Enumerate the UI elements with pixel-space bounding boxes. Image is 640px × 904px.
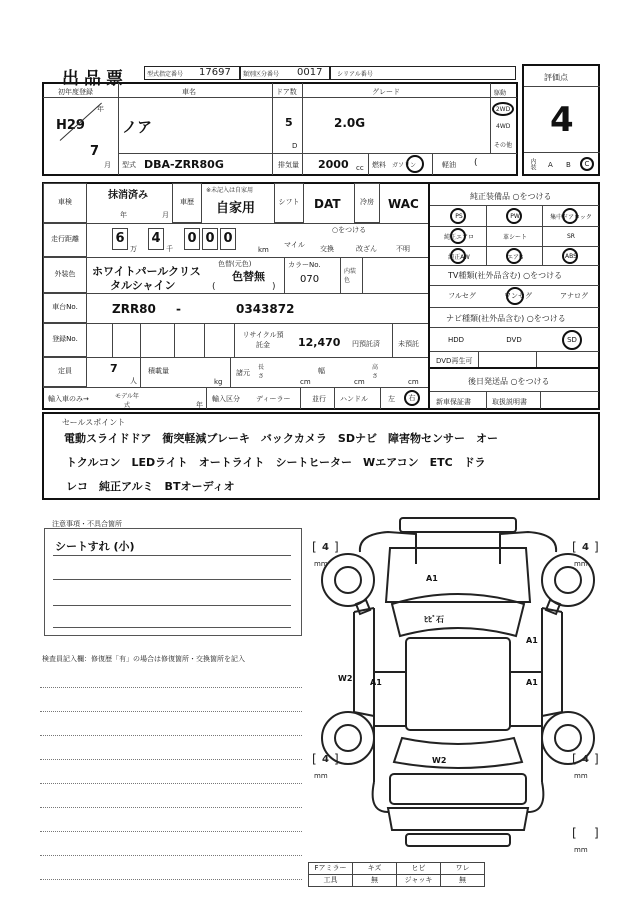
option-row-line <box>430 226 599 227</box>
interior-a: A <box>548 161 553 169</box>
inspector-line <box>40 735 302 736</box>
wheel-rear-left <box>322 712 374 764</box>
capacity-label: 定員 <box>43 357 87 387</box>
repaint-paren-open: ( <box>212 282 216 292</box>
dim-height: 高さ <box>372 364 379 380</box>
load-label: 積載量 <box>148 367 169 375</box>
first-reg-month-label: 月 <box>104 161 111 169</box>
option-circle <box>450 228 466 244</box>
doors-label: ドア数 <box>276 88 297 96</box>
recycle-deposit: 円預託済 <box>352 340 380 348</box>
damage-front-door-right: A1 <box>526 636 538 645</box>
import-model-year: モデル年式 <box>115 393 139 409</box>
usage-label: 車歴 <box>172 183 202 223</box>
option-item: ABS <box>565 252 577 260</box>
first-reg-year-label: 年 <box>97 105 104 113</box>
inspector-line <box>40 831 302 832</box>
tire-unit: mm <box>574 560 588 568</box>
displacement-unit: cc <box>356 164 364 172</box>
option-row-line <box>430 246 599 247</box>
sales-points-box <box>42 412 600 500</box>
chassis-label: 車台No. <box>43 293 87 323</box>
right-side <box>542 608 562 716</box>
doors-value: 5 <box>285 116 293 129</box>
inspector-line <box>40 807 302 808</box>
capacity-unit: 人 <box>130 377 137 385</box>
tire-value: 4 <box>582 754 589 765</box>
import-dealer: ディーラー <box>256 395 291 403</box>
fuel-gas: ガソリン <box>392 162 417 169</box>
import-label: 輸入車のみ→ <box>48 395 89 403</box>
serial-label: シリアル番号 <box>337 71 373 78</box>
mileage-mile: マイル <box>284 241 305 249</box>
dim-width-cm: cm <box>354 378 365 386</box>
inspector-line <box>40 759 302 760</box>
tire-unit: mm <box>574 846 588 854</box>
dim-height-cm: cm <box>408 378 419 386</box>
options-title: 純正装備品 ○をつける <box>470 192 552 201</box>
legend-value: 無 <box>440 874 485 887</box>
tv-oneseg-circle <box>506 287 524 305</box>
sales-points-line1: 電動スライドドア 衝突軽減ブレーキ バックカメラ SDナビ 障害物センサー オー <box>64 432 498 445</box>
grade-label: グレード <box>372 88 400 96</box>
dim-length: 長さ <box>258 364 265 380</box>
model-cert-box <box>144 66 240 80</box>
exterior-label: 外装色 <box>43 257 87 293</box>
option-circle <box>506 248 522 264</box>
option-circle <box>562 208 578 224</box>
dim-length-cm: cm <box>300 378 311 386</box>
inspector-line <box>40 711 302 712</box>
sales-points-line3: レコ 純正アルミ BTオーディオ <box>66 480 235 493</box>
damage-hood: A1 <box>426 574 438 583</box>
option-col-line <box>542 205 543 265</box>
after-manual: 取扱説明書 <box>492 398 527 406</box>
tire-bracket-close: ] <box>594 752 599 766</box>
option-circle <box>450 208 466 224</box>
sales-points-line2: トクルコン LEDライト オートライト シートヒーター Wエアコン ETC ドラ <box>66 456 486 469</box>
car-name-label: 車名 <box>182 88 196 96</box>
drive-2wd: 2WD <box>492 102 514 116</box>
damage-rear-door-right: A1 <box>526 678 538 687</box>
inspector-line <box>40 855 302 856</box>
chassis-dash: - <box>176 302 181 316</box>
dim-width: 幅 <box>318 367 325 375</box>
mileage-unit-sen: 千 <box>166 245 173 253</box>
notes-box <box>44 528 302 636</box>
load-unit: kg <box>214 378 223 386</box>
inspection-month: 月 <box>162 211 169 219</box>
tire-bracket-open: [ <box>572 752 577 766</box>
after-title: 後日発送品 ○をつける <box>468 377 550 386</box>
color-no-label: カラーNo. <box>288 261 321 269</box>
tire-bracket-close: ] <box>594 826 599 840</box>
notes-label: 注意事項・不具合箇所 <box>52 520 122 528</box>
doors-d: D <box>292 142 298 150</box>
tire-bracket-open: [ <box>572 540 577 554</box>
dimensions-label: 諸元 <box>236 369 250 377</box>
nav-option: SD <box>567 336 577 344</box>
ac-value: WAC <box>388 197 419 211</box>
after-warranty: 新車保証書 <box>436 398 471 406</box>
legend-value: 工具 <box>308 874 353 887</box>
mileage-unit-man: 万 <box>130 245 137 253</box>
usage-value: 自家用 <box>216 201 256 216</box>
repaint-value: 色替無 <box>232 270 265 283</box>
mileage-mark: ○をつける <box>332 226 367 234</box>
shift-label: シフト <box>274 183 304 223</box>
rear-gate-shape <box>390 774 526 804</box>
legend-header: キズ <box>352 862 397 875</box>
tire-value: 4 <box>582 542 589 553</box>
option-circle <box>506 208 522 224</box>
damage-windshield: ﾋﾋﾞ石 <box>424 615 444 624</box>
option-item: 純正AW <box>448 253 470 261</box>
ac-label: 冷房 <box>354 183 380 223</box>
score-value: 4 <box>550 100 574 140</box>
nav-option: DVD <box>506 336 522 344</box>
inspection-label: 車検 <box>43 183 87 223</box>
car-name-value: ノア <box>122 118 153 136</box>
tv-option: ワンセグ <box>504 292 532 300</box>
tv-option: アナログ <box>560 292 588 300</box>
option-col-line <box>486 205 487 265</box>
usage-note: ※未記入は自家用 <box>206 187 254 194</box>
exterior-line2: タルシャイン <box>110 279 176 292</box>
import-year: 年 <box>196 401 203 409</box>
damage-rear: W2 <box>432 756 447 765</box>
legend-header: Fアミラー <box>308 862 353 875</box>
interior-b: B <box>566 161 571 169</box>
mileage-km: km <box>258 246 269 254</box>
inspection-value: 抹消済み <box>108 190 148 201</box>
legend-header: ワレ <box>440 862 485 875</box>
mileage-label: 走行距離 <box>43 223 87 257</box>
import-category: 輸入区分 <box>212 395 240 403</box>
damage-left-front: W2 <box>338 674 353 683</box>
option-item: SR <box>567 232 575 240</box>
tire-bracket-close: ] <box>334 752 339 766</box>
tire-bracket-open: [ <box>312 540 317 554</box>
tire-bracket-close: ] <box>594 540 599 554</box>
mileage-digit-2: 4 <box>148 228 164 250</box>
first-reg-label: 初年度登録 <box>58 88 93 96</box>
fuel-paren: ( <box>474 158 478 168</box>
shift-value: DAT <box>314 197 341 211</box>
fuel-label: 燃料 <box>372 161 386 169</box>
recycle-label: リサイクル預託金 <box>242 331 284 349</box>
option-item: PS <box>455 212 463 220</box>
car-diagram <box>318 512 598 872</box>
inspection-year: 年 <box>120 211 127 219</box>
nav-option: HDD <box>447 336 465 344</box>
mileage-opt-unknown: 不明 <box>396 245 410 253</box>
mileage-opt-tamper: 改ざん <box>356 245 377 253</box>
serial-box <box>330 66 516 80</box>
wheel-front-left <box>322 554 374 606</box>
dvd-playable: DVD再生可 <box>436 357 473 365</box>
drive-other: その他 <box>494 142 513 149</box>
displacement-label: 排気量 <box>278 161 299 169</box>
fuel-gas-circle <box>406 155 424 173</box>
import-right: 右 <box>404 390 420 406</box>
mileage-digit-5: 0 <box>220 228 236 250</box>
legend-header: ヒビ <box>396 862 441 875</box>
damage-left-side: A1 <box>370 678 382 687</box>
option-item: 革シート <box>502 233 527 241</box>
nav-sd-circle <box>562 330 582 350</box>
rear-window-shape <box>394 738 522 768</box>
displacement-value: 2000 <box>318 158 349 171</box>
grade-value: 2.0G <box>334 116 366 130</box>
front-bumper-shape <box>400 518 516 532</box>
inspector-label: 検査員記入欄：修復歴「有」の場合は修復箇所・交換箇所を記入 <box>42 655 245 663</box>
import-handle: ハンドル <box>340 395 368 403</box>
option-item: エアB <box>506 253 524 261</box>
form-title: 出品票 <box>62 69 128 89</box>
tv-title: TV種類(社外品含む) ○をつける <box>448 271 563 280</box>
option-item: 集中ドアロック <box>550 213 592 221</box>
rear-bumper-shape <box>388 808 528 830</box>
mileage-digit-1: 6 <box>112 228 128 250</box>
recycle-not: 未預託 <box>398 340 419 348</box>
option-item: 純正エアロ <box>443 233 474 241</box>
legend-value: 無 <box>352 874 397 887</box>
inspector-line <box>40 783 302 784</box>
interior-color-label: 内装色 <box>344 268 357 284</box>
tire-bracket-close: ] <box>334 540 339 554</box>
legend-value: ジャッキ <box>396 874 441 887</box>
first-reg-month: 7 <box>90 144 100 159</box>
interior-c: C <box>580 157 594 171</box>
inspector-line <box>40 687 302 688</box>
import-parallel: 並行 <box>312 395 326 403</box>
katashiki-value: DBA-ZRR80G <box>144 158 224 171</box>
drive-4wd: 4WD <box>496 123 511 130</box>
tv-option: フルセグ <box>448 292 476 300</box>
mileage-digit-4: 0 <box>202 228 218 250</box>
left-side <box>354 608 374 716</box>
reg-no-label: 登録No. <box>43 323 87 357</box>
capacity-value: 7 <box>110 362 118 375</box>
model-cert-label: 型式指定番号 <box>147 71 184 78</box>
category-box <box>240 66 330 80</box>
tire-bracket-open: [ <box>312 752 317 766</box>
fuel-light: 軽油 <box>442 161 456 169</box>
chassis-prefix: ZRR80 <box>112 302 156 316</box>
exterior-line1: ホワイトパールクリス <box>92 265 201 278</box>
mileage-digit-3: 0 <box>184 228 200 250</box>
model-cert-value: 17697 <box>199 67 231 78</box>
option-circle <box>450 248 466 264</box>
recycle-value: 12,470 <box>298 336 341 349</box>
import-left: 左 <box>388 395 395 403</box>
nav-title: ナビ種類(社外品含む) ○をつける <box>446 314 566 323</box>
option-item: PW <box>510 212 520 220</box>
katashiki-label: 型式 <box>122 161 136 169</box>
chassis-number: 0343872 <box>236 302 295 316</box>
tire-unit: mm <box>574 772 588 780</box>
first-reg-era: H29 <box>56 118 85 133</box>
repaint-paren-close: ) <box>272 282 276 292</box>
interior-label: 内装 <box>529 158 536 170</box>
score-label: 評価点 <box>544 73 568 82</box>
sales-points-label: セールスポイント <box>62 418 126 427</box>
category-label: 類別区分番号 <box>243 71 280 78</box>
score-box <box>522 64 600 176</box>
mileage-opt-exchange: 交換 <box>320 245 334 253</box>
tire-value: 4 <box>322 754 329 765</box>
tire-bracket-open: [ <box>572 826 577 840</box>
inspector-line <box>40 879 302 880</box>
category-value: 0017 <box>297 67 323 78</box>
color-no-value: 070 <box>300 274 320 285</box>
tire-unit: mm <box>314 772 328 780</box>
tire-value: 4 <box>322 542 329 553</box>
drive-label: 駆動 <box>494 90 507 97</box>
roof-shape <box>406 638 510 730</box>
notes-line1: シートすれ (小) <box>55 540 135 553</box>
tire-unit: mm <box>314 560 328 568</box>
option-circle <box>562 248 578 264</box>
repaint-label: 色替(元色) <box>218 260 252 268</box>
windshield-shape <box>392 594 524 636</box>
